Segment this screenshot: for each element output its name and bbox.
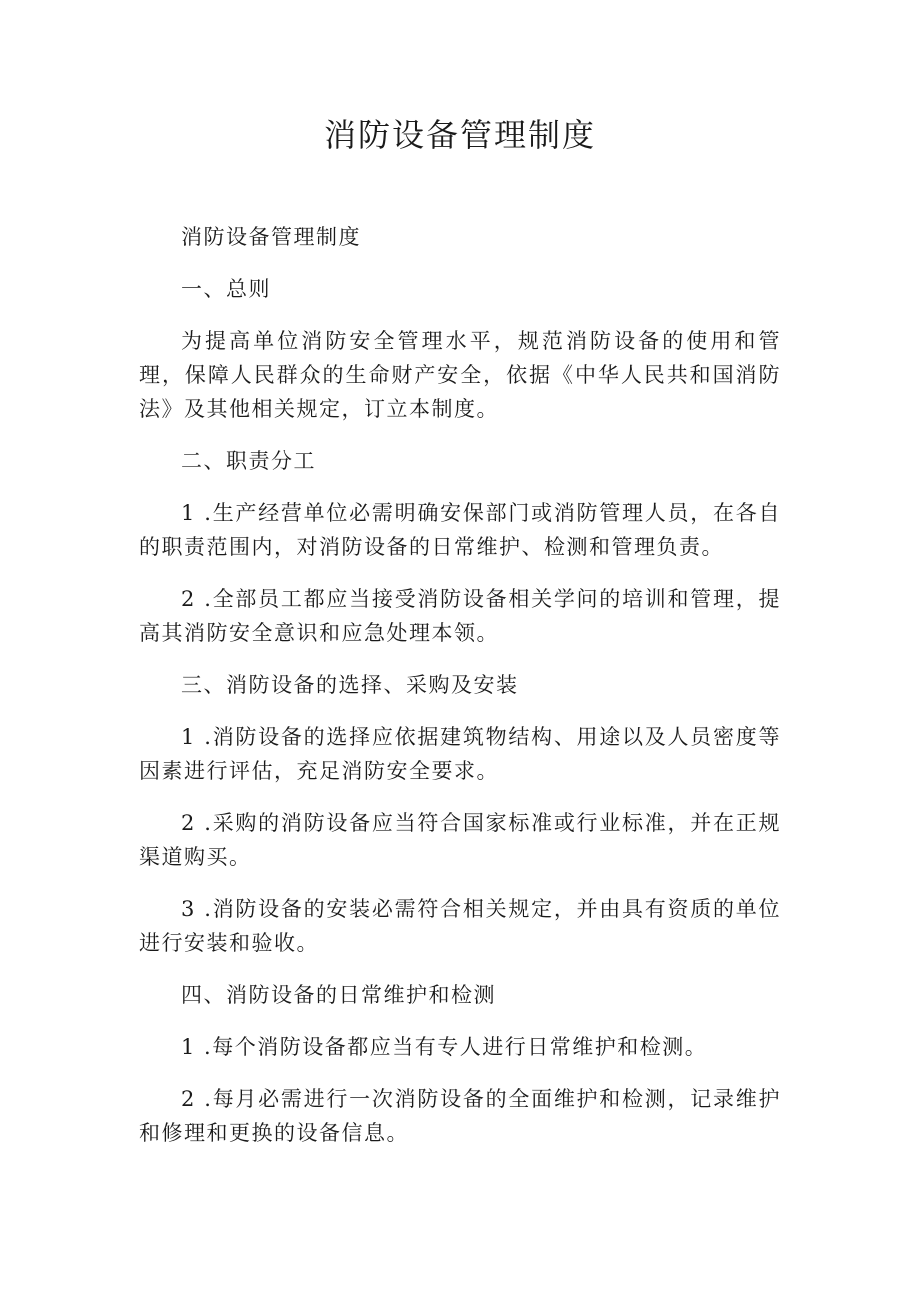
paragraph-heading: 消防设备管理制度	[181, 225, 361, 249]
paragraph: 3 .消防设备的安装必需符合相关规定，并由具有资质的单位进行安装和验收。	[139, 897, 781, 955]
paragraph: 1 .消防设备的选择应依据建筑物结构、用途以及人员密度等因素进行评估，充足消防安全要求。	[139, 725, 781, 783]
paragraph: 1 .每个消防设备都应当有专人进行日常维护和检测。	[181, 1035, 708, 1059]
section-heading-selection: 三、消防设备的选择、采购及安装	[181, 673, 519, 697]
section-heading-maintenance: 四、消防设备的日常维护和检测	[181, 983, 496, 1007]
section-heading-duties: 二、职责分工	[181, 449, 316, 473]
document-title: 消防设备管理制度	[323, 116, 596, 154]
document-body	[139, 220, 781, 1168]
section-heading-general: 一、总则	[181, 277, 271, 301]
paragraph: 为提高单位消防安全管理水平，规范消防设备的使用和管理，保障人民群众的生命财产安全，依据《中华人民共和国消防法》及其他相关规定，订立本制度。	[139, 329, 781, 421]
paragraph: 1 .生产经营单位必需明确安保部门或消防管理人员，在各自的职责范围内，对消防设备的日常维护、检测和管理负责。	[139, 501, 781, 559]
paragraph: 2 .每月必需进行一次消防设备的全面维护和检测，记录维护和修理和更换的设备信息。	[139, 1087, 781, 1145]
paragraph: 2 .全部员工都应当接受消防设备相关学问的培训和管理，提高其消防安全意识和应急处理本领。	[139, 587, 781, 645]
paragraph: 2 .采购的消防设备应当符合国家标准或行业标准，并在正规渠道购买。	[139, 811, 781, 869]
